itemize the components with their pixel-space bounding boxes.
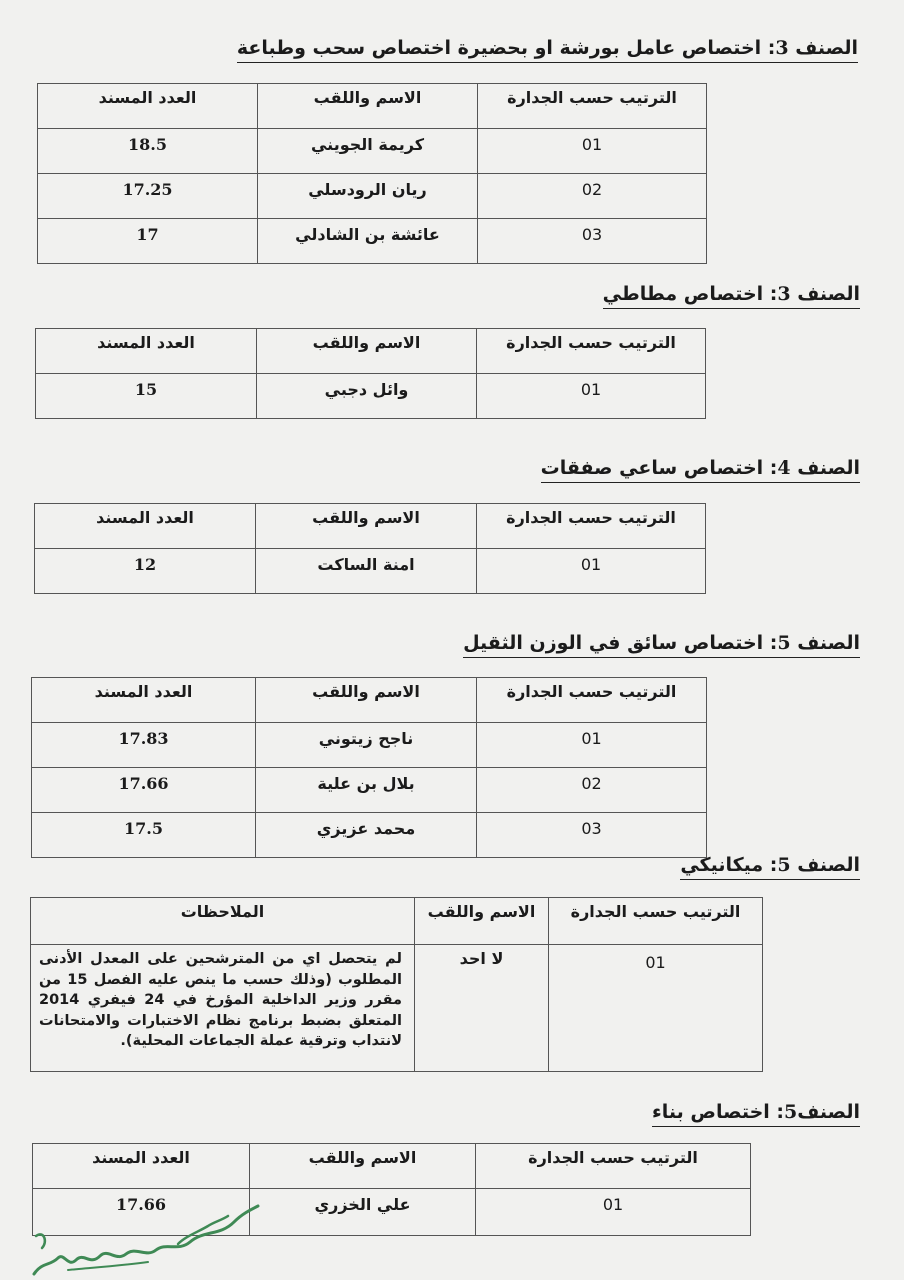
results-table-3: [34, 503, 706, 594]
table-row: [31, 945, 763, 1072]
col-header-name: الاسم واللقب: [257, 329, 477, 374]
results-table-2: [35, 328, 706, 419]
table-row: [38, 219, 707, 264]
section-heading-2: [603, 282, 860, 309]
score-cell: 17.25: [38, 174, 258, 219]
score-cell: 17.66: [32, 768, 256, 813]
name-cell: بلال بن علية: [256, 768, 477, 813]
table-row: [35, 549, 706, 594]
score-cell: 15: [36, 374, 257, 419]
rank-cell: 01: [478, 129, 707, 174]
table-header-row: [32, 678, 707, 723]
rank-cell: 02: [478, 174, 707, 219]
heading-title: : اختصاص مطاطي: [602, 283, 778, 305]
table-row: [32, 723, 707, 768]
rank-cell: 01: [477, 723, 707, 768]
heading-title: : اختصاص بناء: [652, 1101, 784, 1123]
notes-cell: [31, 945, 415, 1072]
rank-cell: 01: [476, 1189, 751, 1236]
name-cell: علي الخزري: [250, 1189, 476, 1236]
col-header-score: العدد المسند: [38, 84, 258, 129]
col-header-score: العدد المسند: [32, 678, 256, 723]
section-heading-1: [237, 36, 858, 63]
rank-cell: 03: [477, 813, 707, 858]
table-header-row: [33, 1144, 751, 1189]
heading-number: 5: [777, 632, 791, 654]
heading-prefix: الصنف: [790, 283, 860, 305]
col-header-rank: الترتيب حسب الجدارة: [476, 1144, 751, 1189]
name-cell: لا احد: [415, 945, 549, 1072]
table-row: [32, 813, 707, 858]
score-cell: 17.66: [33, 1189, 250, 1236]
rank-cell: 02: [477, 768, 707, 813]
name-cell: ريان الرودسلي: [258, 174, 478, 219]
score-cell: 17.5: [32, 813, 256, 858]
table-row: [32, 768, 707, 813]
section-heading-6: [652, 1100, 860, 1127]
col-header-rank: الترتيب حسب الجدارة: [477, 504, 706, 549]
rank-cell: 01: [549, 945, 763, 1072]
heading-title: : ميكانيكي: [680, 854, 778, 876]
results-table-1: [37, 83, 707, 264]
table-header-row: [38, 84, 707, 129]
heading-number: 3: [775, 37, 789, 59]
name-cell: محمد عزيزي: [256, 813, 477, 858]
col-header-name: الاسم واللقب: [258, 84, 478, 129]
col-header-rank: الترتيب حسب الجدارة: [477, 678, 707, 723]
name-cell: ناجح زيتوني: [256, 723, 477, 768]
col-header-rank: الترتيب حسب الجدارة: [478, 84, 707, 129]
notes-text: لم يتحصل اي من المترشحين على المعدل الأدنى المطلوب (وذلك حسب ما ينص عليه الفصل 15 من مقرر وزير الداخلية المؤرخ في 24 فيفري 2014 المتعلق بضبط برنامج نظام الاختبارات والامتحانات لانتداب وترقية عملة الجماعات المحلية).: [39, 951, 402, 1049]
heading-number: 5: [777, 854, 791, 876]
heading-prefix: الصنف: [790, 854, 860, 876]
heading-title: : اختصاص سائق في الوزن الثقيل: [463, 632, 778, 654]
name-cell: وائل دجبي: [257, 374, 477, 419]
name-cell: امنة الساكت: [256, 549, 477, 594]
results-table-4: [31, 677, 707, 858]
score-cell: 17: [38, 219, 258, 264]
col-header-name: الاسم واللقب: [256, 504, 477, 549]
name-cell: كريمة الجويني: [258, 129, 478, 174]
heading-prefix: الصنف: [790, 457, 860, 479]
col-header-name: الاسم واللقب: [250, 1144, 476, 1189]
heading-prefix: الصنف: [797, 1101, 860, 1123]
score-cell: 18.5: [38, 129, 258, 174]
heading-title: : اختصاص عامل بورشة او بحضيرة اختصاص سحب وطباعة: [236, 37, 776, 59]
heading-number: 4: [777, 457, 791, 479]
table-header-row: [31, 898, 763, 945]
col-header-notes: الملاحظات: [31, 898, 415, 945]
name-cell: عائشة بن الشادلي: [258, 219, 478, 264]
col-header-name: الاسم واللقب: [415, 898, 549, 945]
table-header-row: [36, 329, 706, 374]
rank-cell: 03: [478, 219, 707, 264]
score-cell: 12: [35, 549, 256, 594]
col-header-rank: الترتيب حسب الجدارة: [549, 898, 763, 945]
table-header-row: [35, 504, 706, 549]
col-header-rank: الترتيب حسب الجدارة: [477, 329, 706, 374]
heading-prefix: الصنف: [788, 37, 858, 59]
heading-title: : اختصاص ساعي صفقات: [540, 457, 778, 479]
col-header-score: العدد المسند: [36, 329, 257, 374]
heading-number: 5: [784, 1101, 798, 1123]
rank-cell: 01: [477, 374, 706, 419]
rank-cell: 01: [477, 549, 706, 594]
heading-prefix: الصنف: [790, 632, 860, 654]
signature-stamp: [28, 1196, 268, 1280]
col-header-score: العدد المسند: [35, 504, 256, 549]
heading-number: 3: [777, 283, 791, 305]
col-header-name: الاسم واللقب: [256, 678, 477, 723]
col-header-score: العدد المسند: [33, 1144, 250, 1189]
section-heading-4: [463, 631, 860, 658]
results-table-5: [30, 897, 763, 1072]
table-row: [38, 129, 707, 174]
section-heading-3: [541, 456, 860, 483]
table-row: [36, 374, 706, 419]
table-row: [38, 174, 707, 219]
section-heading-5: [680, 853, 860, 880]
score-cell: 17.83: [32, 723, 256, 768]
